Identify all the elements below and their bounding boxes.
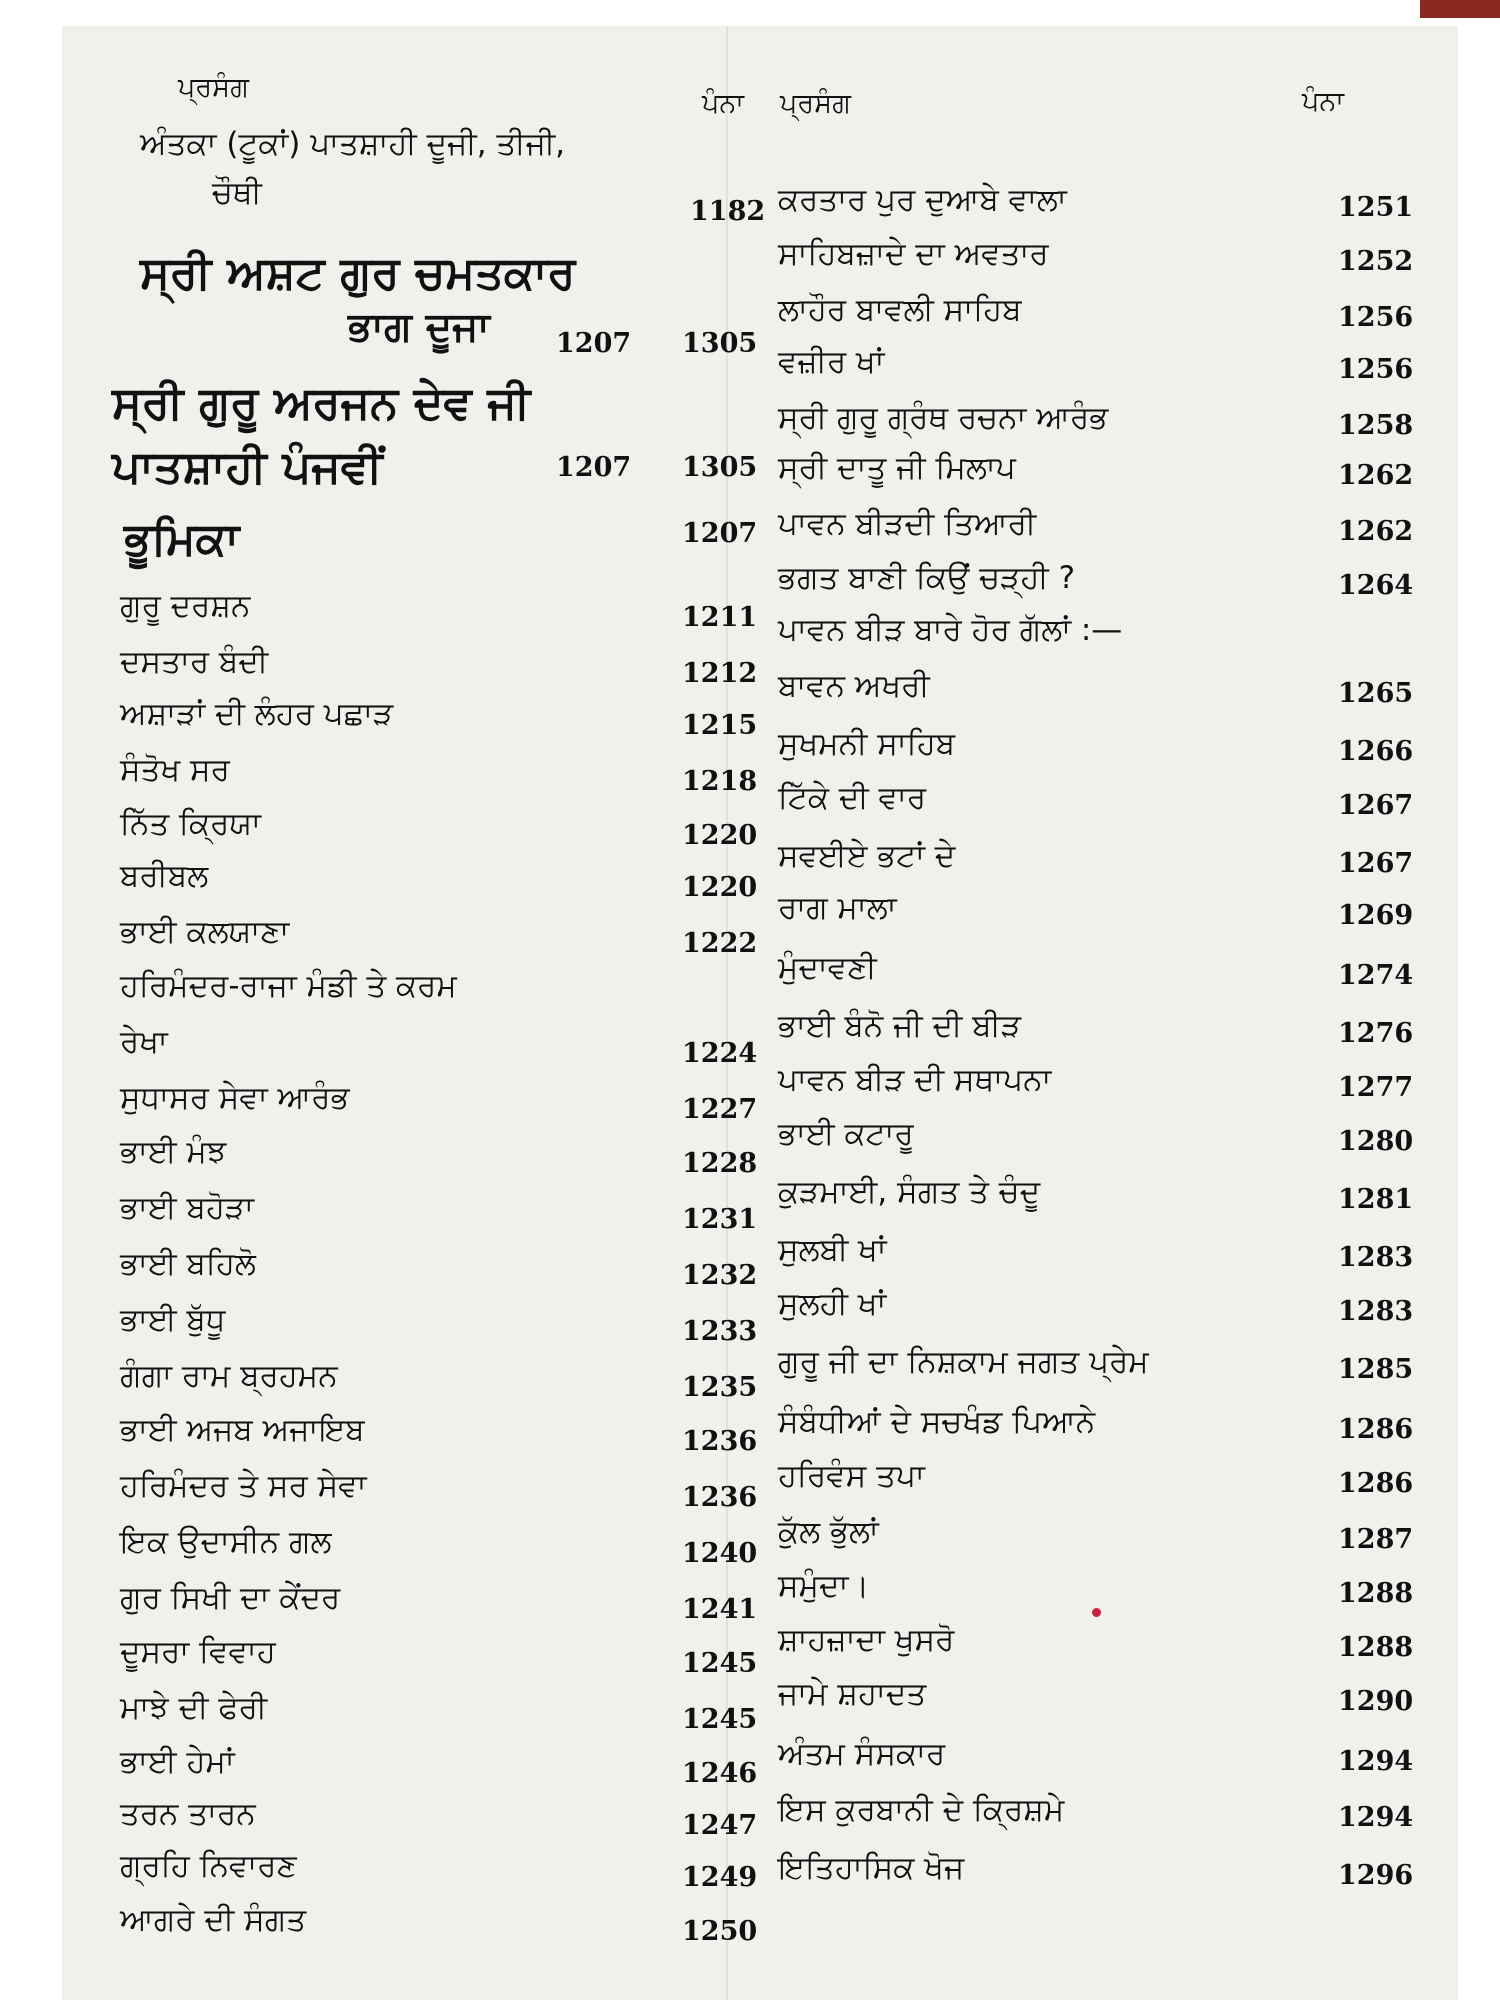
left-entry-page: 1222 bbox=[682, 928, 758, 959]
heading-bhumika: ਭੂਮਿਕਾ bbox=[124, 512, 240, 565]
right-entry-page: 1283 bbox=[1338, 1296, 1414, 1327]
right-entry-title: ਪਾਵਨ ਬੀੜ ਬਾਰੇ ਹੋਰ ਗੱਲਾਂ :— bbox=[778, 612, 1123, 648]
left-entry-page: 1245 bbox=[682, 1648, 758, 1679]
left-entry-page: 1220 bbox=[682, 820, 758, 851]
right-entry-title: ਸ੍ਰੀ ਦਾਤੂ ਜੀ ਮਿਲਾਪ bbox=[778, 450, 1016, 486]
left-entry-page: 1233 bbox=[682, 1316, 758, 1347]
right-entry-page: 1290 bbox=[1338, 1686, 1414, 1717]
right-entry-title: ਸੁਲਹੀ ਖਾਂ bbox=[778, 1286, 887, 1322]
header-right-page: ਪੰਨਾ bbox=[1302, 86, 1345, 117]
heading-guru-arjan: ਸ੍ਰੀ ਗੁਰੂ ਅਰਜਨ ਦੇਵ ਜੀ bbox=[112, 376, 531, 429]
left-entry-title: ਨਿੱਤ ਕ੍ਰਿਯਾ bbox=[120, 806, 262, 842]
right-entry-title: ਇਤਿਹਾਸਿਕ ਖੋਜ bbox=[778, 1850, 965, 1886]
header-mid-label: ਪ੍ਰਸੰਗ bbox=[780, 88, 851, 119]
left-entry-page: 1228 bbox=[682, 1148, 758, 1179]
right-entry-page: 1287 bbox=[1338, 1524, 1414, 1555]
scanned-page bbox=[62, 26, 1458, 2000]
right-entry-title: ਭਾਈ ਬੰਨੋ ਜੀ ਦੀ ਬੀੜ bbox=[778, 1008, 1022, 1044]
right-entry-page: 1256 bbox=[1338, 302, 1414, 333]
right-entry-page: 1264 bbox=[1338, 570, 1414, 601]
right-entry-title: ਕਰਤਾਰ ਪੁਰ ਦੁਆਬੇ ਵਾਲਾ bbox=[778, 182, 1067, 218]
left-entry-title: ਇਕ ਉਦਾਸੀਨ ਗਲ bbox=[120, 1524, 332, 1560]
left-entry-page: 1241 bbox=[682, 1594, 758, 1625]
left-entry-page: 1246 bbox=[682, 1758, 758, 1789]
left-entry-page: 1236 bbox=[682, 1426, 758, 1457]
right-entry-page: 1280 bbox=[1338, 1126, 1414, 1157]
right-entry-title: ਸੰਬੰਧੀਆਂ ਦੇ ਸਚਖੰਡ ਪਿਆਨੇ bbox=[778, 1404, 1096, 1440]
heading-bhag-from: 1207 bbox=[556, 328, 632, 359]
right-entry-page: 1266 bbox=[1338, 736, 1414, 767]
right-entry-title: ਪਾਵਨ ਬੀੜਦੀ ਤਿਆਰੀ bbox=[778, 506, 1037, 542]
right-entry-page: 1256 bbox=[1338, 354, 1414, 385]
right-entry-page: 1294 bbox=[1338, 1802, 1414, 1833]
right-entry-page: 1258 bbox=[1338, 410, 1414, 441]
right-entry-title: ਰਾਗ ਮਾਲਾ bbox=[778, 890, 897, 926]
left-entry-title: ਤਰਨ ਤਾਰਨ bbox=[120, 1796, 256, 1832]
left-entry-title: ਭਾਈ ਬਹੋੜਾ bbox=[120, 1190, 254, 1226]
right-entry-title: ਸਵਈਏ ਭਟਾਂ ਦੇ bbox=[778, 838, 956, 874]
right-entry-page: 1276 bbox=[1338, 1018, 1414, 1049]
right-entry-title: ਅੰਤਮ ਸੰਸਕਾਰ bbox=[778, 1736, 946, 1772]
right-entry-page: 1267 bbox=[1338, 848, 1414, 879]
right-entry-title: ਭਾਈ ਕਟਾਰੂ bbox=[778, 1116, 914, 1152]
left-entry-page: 1240 bbox=[682, 1538, 758, 1569]
right-entry-title: ਹਰਿਵੰਸ ਤਪਾ bbox=[778, 1458, 925, 1494]
left-entry-title: ਮਾਝੇ ਦੀ ਫੇਰੀ bbox=[120, 1690, 268, 1726]
right-entry-title: ਸ੍ਰੀ ਗੁਰੂ ਗ੍ਰੰਥ ਰਚਨਾ ਆਰੰਭ bbox=[778, 400, 1109, 436]
right-entry-page: 1252 bbox=[1338, 246, 1414, 277]
right-entry-title: ਸੁਖਮਨੀ ਸਾਹਿਬ bbox=[778, 726, 956, 762]
left-entry-page: 1212 bbox=[682, 658, 758, 689]
left-entry-title: ਭਾਈ ਬੁੱਧੂ bbox=[120, 1302, 226, 1338]
right-entry-page: 1286 bbox=[1338, 1414, 1414, 1445]
left-entry-page: 1227 bbox=[682, 1094, 758, 1125]
header-left-label: ਪ੍ਰਸੰਗ bbox=[178, 72, 249, 103]
heading-bhag-duja: ਭਾਗ ਦੂਜਾ bbox=[348, 304, 490, 350]
right-entry-title: ਜਾਮੇ ਸ਼ਹਾਦਤ bbox=[778, 1676, 927, 1712]
right-entry-page: 1262 bbox=[1338, 516, 1414, 547]
header-mid-page: ਪੰਨਾ bbox=[702, 88, 745, 119]
left-entry-page: 1249 bbox=[682, 1862, 758, 1893]
right-entry-page: 1283 bbox=[1338, 1242, 1414, 1273]
right-entry-title: ਲਾਹੌਰ ਬਾਵਲੀ ਸਾਹਿਬ bbox=[778, 292, 1022, 328]
left-entry-title: ਗੁਰ ਸਿਖੀ ਦਾ ਕੇਂਦਰ bbox=[120, 1580, 341, 1616]
right-entry-page: 1281 bbox=[1338, 1184, 1414, 1215]
left-entry-title: ਆਗਰੇ ਦੀ ਸੰਗਤ bbox=[120, 1902, 307, 1938]
right-entry-page: 1294 bbox=[1338, 1746, 1414, 1777]
left-entry-title: ਭਾਈ ਅਜਬ ਅਜਾਇਬ bbox=[120, 1412, 365, 1448]
left-entry-page: 1247 bbox=[682, 1810, 758, 1841]
right-entry-page: 1277 bbox=[1338, 1072, 1414, 1103]
right-entry-page: 1262 bbox=[1338, 460, 1414, 491]
left-entry-page: 1220 bbox=[682, 872, 758, 903]
intro-line-2: ਚੌਥੀ bbox=[212, 175, 262, 211]
left-entry-title: ਗ੍ਰਹਿ ਨਿਵਾਰਣ bbox=[120, 1848, 297, 1884]
right-entry-title: ਸ਼ਾਹਜ਼ਾਦਾ ਖੁਸਰੋ bbox=[778, 1622, 955, 1658]
right-entry-title: ਭਗਤ ਬਾਣੀ ਕਿਉਂ ਚੜ੍ਹੀ ? bbox=[778, 560, 1076, 596]
left-entry-title: ਹਰਿਮੰਦਰ-ਰਾਜਾ ਮੰਡੀ ਤੇ ਕਰਮ bbox=[120, 968, 457, 1004]
right-entry-page: 1286 bbox=[1338, 1468, 1414, 1499]
left-entry-page: 1211 bbox=[682, 602, 758, 633]
left-entry-title: ਸੰਤੋਖ ਸਰ bbox=[120, 752, 230, 788]
left-entry-page: 1236 bbox=[682, 1482, 758, 1513]
right-entry-page: 1269 bbox=[1338, 900, 1414, 931]
right-entry-page: 1274 bbox=[1338, 960, 1414, 991]
left-entry-page: 1235 bbox=[682, 1372, 758, 1403]
right-entry-page: 1288 bbox=[1338, 1632, 1414, 1663]
right-entry-title: ਮੁੰਦਾਵਣੀ bbox=[778, 950, 877, 986]
left-entry-title: ਅਸ਼ਾੜਾਂ ਦੀ ਲੰਹਰ ਪਛਾੜ bbox=[120, 696, 394, 732]
heading-ashat-gur: ਸ੍ਰੀ ਅਸ਼ਟ ਗੁਰ ਚਮਤਕਾਰ bbox=[140, 246, 576, 299]
left-entry-page: 1231 bbox=[682, 1204, 758, 1235]
heading-bhag-to: 1305 bbox=[682, 328, 758, 359]
left-entry-title: ਸੁਧਾਸਰ ਸੇਵਾ ਆਰੰਭ bbox=[120, 1080, 350, 1116]
intro-page: 1182 bbox=[690, 196, 766, 227]
right-entry-title: ਵਜ਼ੀਰ ਖਾਂ bbox=[778, 344, 885, 380]
right-entry-page: 1285 bbox=[1338, 1354, 1414, 1385]
right-entry-title: ਸੁਲਬੀ ਖਾਂ bbox=[778, 1232, 887, 1268]
left-entry-title: ਭਾਈ ਹੇਮਾਂ bbox=[120, 1744, 235, 1780]
heading-bhumika-page: 1207 bbox=[682, 518, 758, 549]
right-entry-page: 1288 bbox=[1338, 1578, 1414, 1609]
left-entry-title: ਭਾਈ ਮੰਝ bbox=[120, 1134, 227, 1170]
intro-line-1: ਅੰਤਕਾ (ਟੂਕਾਂ) ਪਾਤਸ਼ਾਹੀ ਦੂਜੀ, ਤੀਜੀ, bbox=[140, 126, 566, 162]
left-entry-title: ਭਾਈ ਕਲਯਾਣਾ bbox=[120, 914, 290, 950]
left-entry-title: ਭਾਈ ਬਹਿਲੋ bbox=[120, 1246, 256, 1282]
right-entry-title: ਗੁਰੂ ਜੀ ਦਾ ਨਿਸ਼ਕਾਮ ਜਗਤ ਪ੍ਰੇਮ bbox=[778, 1344, 1149, 1380]
ink-spot bbox=[1092, 1608, 1101, 1617]
heading-patshahi-from: 1207 bbox=[556, 452, 632, 483]
left-entry-title: ਦਸਤਾਰ ਬੰਦੀ bbox=[120, 644, 269, 680]
right-entry-title: ਟਿੱਕੇ ਦੀ ਵਾਰ bbox=[778, 780, 927, 816]
right-entry-title: ਸਮੁੰਦਾ। bbox=[778, 1568, 870, 1604]
heading-patshahi: ਪਾਤਸ਼ਾਹੀ ਪੰਜਵੀਂ bbox=[112, 440, 383, 493]
left-entry-page: 1215 bbox=[682, 710, 758, 741]
left-entry-page: 1218 bbox=[682, 766, 758, 797]
left-entry-title: ਰੇਖਾ bbox=[120, 1024, 168, 1060]
left-entry-page: 1232 bbox=[682, 1260, 758, 1291]
left-entry-title: ਗੰਗਾ ਰਾਮ ਬ੍ਰਹਮਨ bbox=[120, 1358, 338, 1394]
right-entry-title: ਪਾਵਨ ਬੀੜ ਦੀ ਸਥਾਪਨਾ bbox=[778, 1062, 1052, 1098]
right-entry-title: ਕੁੜਮਾਈ, ਸੰਗਤ ਤੇ ਚੰਦੂ bbox=[778, 1174, 1041, 1210]
right-entry-page: 1296 bbox=[1338, 1860, 1414, 1891]
left-entry-page: 1224 bbox=[682, 1038, 758, 1069]
left-entry-page: 1245 bbox=[682, 1704, 758, 1735]
heading-patshahi-to: 1305 bbox=[682, 452, 758, 483]
left-entry-title: ਦੂਸਰਾ ਵਿਵਾਹ bbox=[120, 1634, 276, 1670]
right-entry-title: ਇਸ ਕੁਰਬਾਨੀ ਦੇ ਕ੍ਰਿਸ਼ਮੇ bbox=[778, 1792, 1065, 1828]
left-entry-page: 1250 bbox=[682, 1916, 758, 1947]
left-entry-title: ਹਰਿਮੰਦਰ ਤੇ ਸਰ ਸੇਵਾ bbox=[120, 1468, 367, 1504]
right-entry-page: 1267 bbox=[1338, 790, 1414, 821]
page-corner-tab bbox=[1420, 0, 1500, 18]
right-entry-title: ਸਾਹਿਬਜ਼ਾਦੇ ਦਾ ਅਵਤਾਰ bbox=[778, 236, 1049, 272]
left-entry-title: ਗੁਰੂ ਦਰਸ਼ਨ bbox=[120, 588, 251, 624]
right-entry-title: ਕੁੱਲ ਭੁੱਲਾਂ bbox=[778, 1514, 879, 1550]
left-entry-title: ਬਰੀਬਲ bbox=[120, 858, 209, 894]
right-entry-title: ਬਾਵਨ ਅਖਰੀ bbox=[778, 668, 930, 704]
right-entry-page: 1265 bbox=[1338, 678, 1414, 709]
right-entry-page: 1251 bbox=[1338, 192, 1414, 223]
